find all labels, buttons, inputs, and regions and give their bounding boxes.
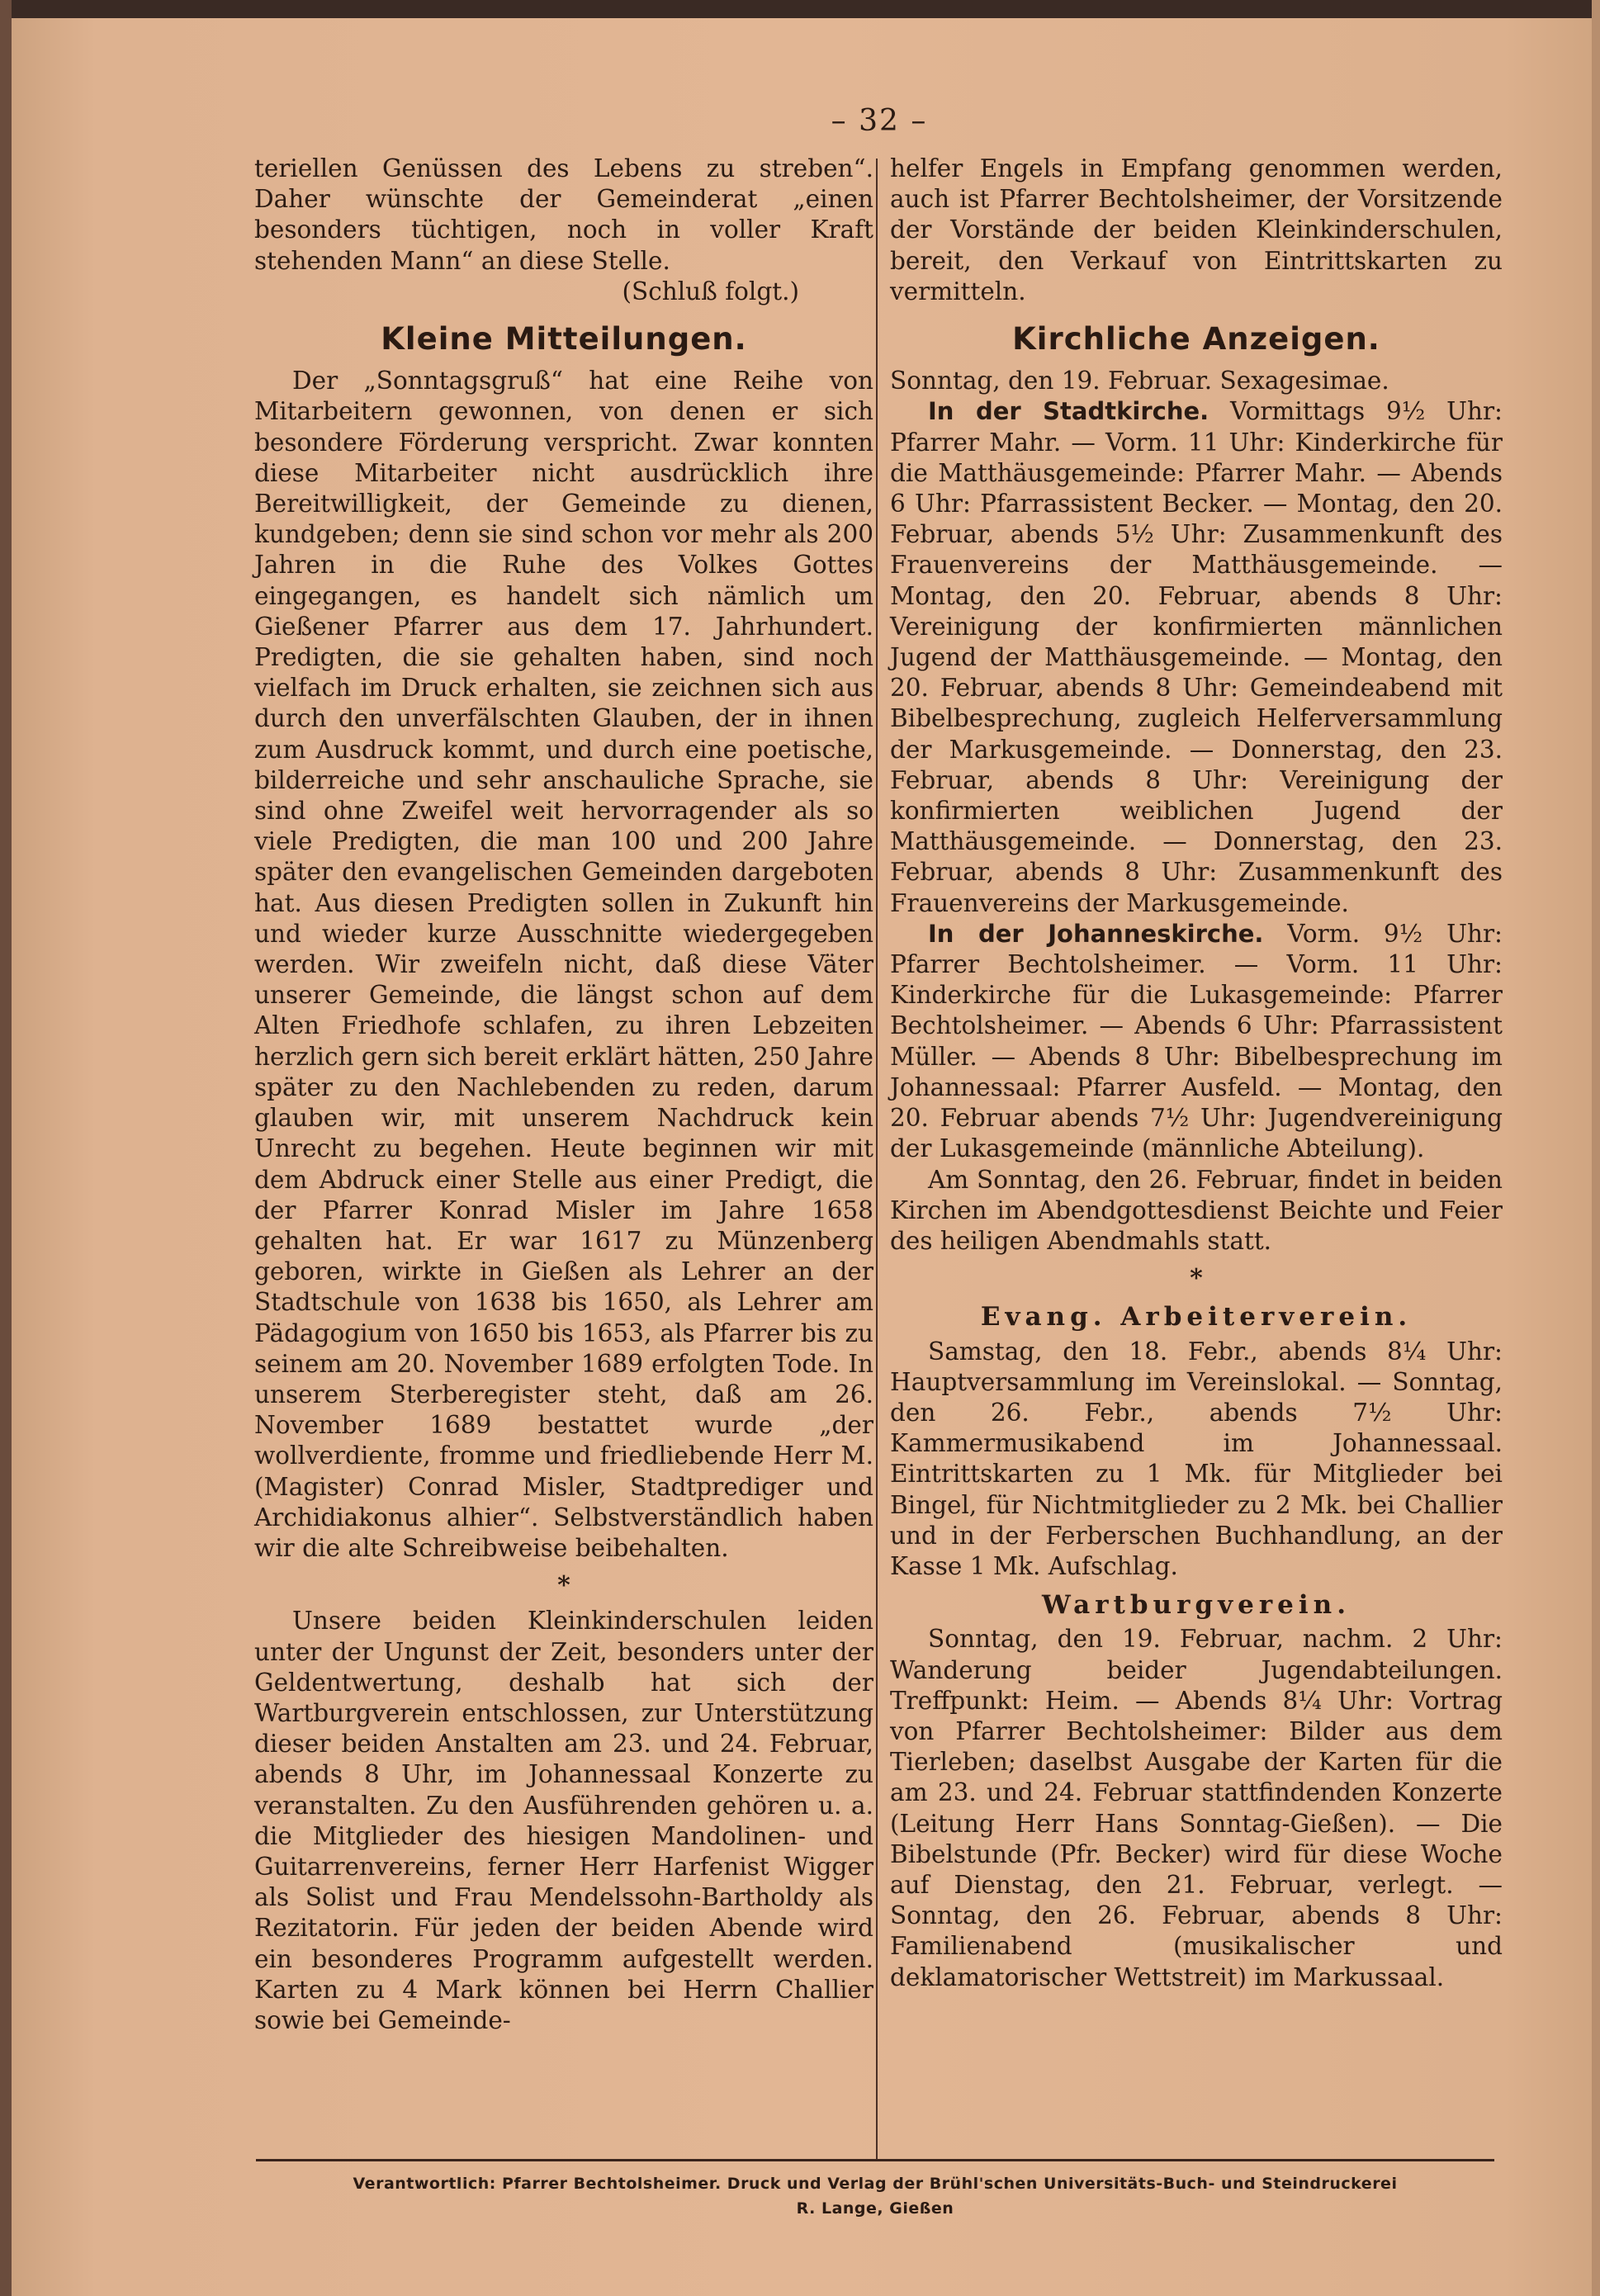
page-top-edge (0, 0, 1600, 18)
sunday-date-line: Sonntag, den 19. Februar. Sexagesimae. (890, 367, 1389, 395)
page-number: – 32 – (831, 104, 928, 138)
stadtkirche-notice (890, 396, 1503, 918)
section-heading-kirchliche-anzeigen: Kirchliche Anzeigen. (1012, 321, 1380, 357)
stadtkirche-label: In der Stadtkirche. (928, 397, 1209, 426)
heading-wartburgverein: Wartburgverein. (1042, 1590, 1351, 1621)
right-column (890, 154, 1503, 1993)
johanneskirche-text: Vorm. 9½ Uhr: Pfarrer Bechtolsheimer. — Vorm. 11 Uhr: Kinderkirche für die Lukasgemeinde: Pfarrer Bechtolsheimer. — Abends 6 Uhr: Pfarrassistent Müller. — Abends 8 Uhr: Bibelbesprechung im Johannessaal: Pfarrer Ausfeld. — Montag, den 20. Februar abends 7½ Uhr: Jugendvereinigung der Lukasgemeinde (männliche Abteilung). (890, 919, 1503, 1163)
heading-arbeiterverein: Evang. Arbeiterverein. (980, 1302, 1413, 1333)
page-right-edge (1592, 0, 1600, 2296)
imprint (256, 2171, 1494, 2221)
separator-star: * (1190, 1264, 1203, 1294)
stadtkirche-text: Vormittags 9½ Uhr: Pfarrer Mahr. — Vorm. 11 Uhr: Kinderkirche für die Matthäusgemeinde: Pfarrer Mahr. — Abends 6 Uhr: Pfarrassistent Becker. — Montag, den 20. Februar, abends 5½ Uhr: Zusammenkunft des Frauenvereins der Matthäusgemeinde. — Montag, den 20. Februar, abends 8 Uhr: Vereinigung der konfirmierten männlichen Jugend der Matthäusgemeinde. — Montag, den 20. Februar, abends 8 Uhr: Gemeindeabend mit Bibelbesprechung, zugleich Helferversammlung der Markusgemeinde. — Donnerstag, den 23. Februar, abends 8 Uhr: Vereinigung der konfirmierten weiblichen Jugend der Matthäusgemeinde. — Donnerstag, den 23. Februar, abends 8 Uhr: Zusammenkunft des Frauenvereins der Markusgemeinde. (890, 397, 1503, 917)
article-kleinkinderschulen: Unsere beiden Kleinkinderschulen leiden unter der Ungunst der Zeit, besonders unter der Geldentwertung, deshalb hat sich der Wartburgverein entschlossen, zur Unterstützung dieser beiden Anstalten am 23. und 24. Februar, abends 8 Uhr, im Johannessaal Konzerte zu veranstalten. Zu den Ausführenden gehören u. a. die Mitglieder des hiesigen Mandolinen- und Guitarrenvereins, ferner Herr Harfenist Wigger als Solist und Frau Mendelssohn-Bartholdy als Rezitatorin. Für jeden der beiden Abende wird ein besonderes Programm aufgestellt werden. Karten zu 4 Mark können bei Herrn Challier sowie bei Gemeinde- (254, 1607, 873, 2034)
column-divider (876, 159, 878, 2161)
imprint-line-2: R. Lange, Gießen (796, 2199, 954, 2218)
abendmahl-notice: Am Sonntag, den 26. Februar, findet in beiden Kirchen im Abendgottesdienst Beichte und Feier des heiligen Abendmahls statt. (890, 1165, 1503, 1255)
to-be-continued: (Schluß folgt.) (622, 277, 799, 305)
johanneskirche-notice (890, 919, 1503, 1165)
left-column (254, 154, 873, 2036)
article-continuation: helfer Engels in Empfang genommen werden, auch ist Pfarrer Bechtolsheimer, der Vorsitzende der Vorstände der beiden Kleinkinderschulen, bereit, den Verkauf von Eintrittskarten zu vermitteln. (890, 154, 1503, 305)
imprint-line-1: Verantwortlich: Pfarrer Bechtolsheimer. Druck und Verlag der Brühl'schen Universitäts-Buch- und Steindruckerei (353, 2175, 1398, 2193)
arbeiterverein-notice: Samstag, den 18. Febr., abends 8¼ Uhr: Hauptversammlung im Vereinslokal. — Sonntag, den 26. Febr., abends 7½ Uhr: Kammermusikabend im Johannessaal. Eintrittskarten zu 1 Mk. für Mitglieder bei Bingel, für Nichtmitglieder zu 2 Mk. bei Challier und in der Ferberschen Buchhandlung, an der Kasse 1 Mk. Aufschlag. (890, 1337, 1503, 1580)
section-heading-kleine-mitteilungen: Kleine Mitteilungen. (381, 321, 747, 357)
page-binding-edge (0, 0, 12, 2296)
essay-ending: teriellen Genüssen des Lebens zu streben“. Daher wünschte der Gemeinderat „einen besonders tüchtigen, noch in voller Kraft stehenden Mann“ an diese Stelle. (254, 154, 873, 275)
footer-rule (256, 2159, 1494, 2161)
wartburgverein-notice: Sonntag, den 19. Februar, nachm. 2 Uhr: Wanderung beider Jugendabteilungen. Treffpunkt: Heim. — Abends 8¼ Uhr: Vortrag von Pfarrer Bechtolsheimer: Bilder aus dem Tierleben; daselbst Ausgabe der Karten für die am 23. und 24. Februar stattfindenden Konzerte (Leitung Herr Hans Sonntag-Gießen). — Die Bibelstunde (Pfr. Becker) wird für diese Woche auf Dienstag, den 21. Februar, verlegt. — Sonntag, den 26. Februar, abends 8 Uhr: Familienabend (musikalischer und deklamatorischer Wettstreit) im Markussaal. (890, 1625, 1503, 1991)
article-sonntagsgruss: Der „Sonntagsgruß“ hat eine Reihe von Mitarbeitern gewonnen, von denen er sich besondere Förderung verspricht. Zwar konnten diese Mitarbeiter nicht ausdrücklich ihre Bereitwilligkeit, der Gemeinde zu dienen, kundgeben; denn sie sind schon vor mehr als 200 Jahren in die Ruhe des Volkes Gottes eingegangen, es handelt sich nämlich um Gießener Pfarrer aus dem 17. Jahrhundert. Predigten, die sie gehalten haben, sind noch vielfach im Druck erhalten, sie zeichnen sich aus durch den unverfälschten Glauben, der in ihnen zum Ausdruck kommt, und durch eine poetische, bilderreiche und sehr anschauliche Sprache, sie sind ohne Zweifel weit hervorragender als so viele Predigten, die man 100 und 200 Jahre später den evangelischen Gemeinden dargeboten hat. Aus diesen Predigten sollen in Zukunft hin und wieder kurze Ausschnitte wiedergegeben werden. Wir zweifeln nicht, daß diese Väter unserer Gemeinde, die längst schon auf dem Alten Friedhofe schlafen, zu ihren Lebzeiten herzlich gern sich bereit erklärt hätten, 250 Jahre später zu den Nachlebenden zu reden, darum glauben wir, mit unserem Nachdruck kein Unrecht zu begehen. Heute beginnen wir mit dem Abdruck einer Stelle aus einer Predigt, die der Pfarrer Konrad Misler im Jahre 1658 gehalten hat. Er war 1617 zu Münzenberg geboren, wirkte in Gießen als Lehrer an der Stadtschule von 1638 bis 1650, als Lehrer am Pädagogium von 1650 bis 1653, als Pfarrer bis zu seinem am 20. November 1689 erfolgten Tode. In unserem Sterberegister steht, daß am 26. November 1689 bestattet wurde „der wollverdiente, fromme und friedliebende Herr M. (Magister) Conrad Misler, Stadtprediger und Archidiakonus alhier“. Selbstverständlich haben wir die alte Schreibweise beibehalten. (254, 367, 873, 1562)
johanneskirche-label: In der Johanneskirche. (928, 919, 1264, 948)
separator-star: * (557, 1571, 570, 1601)
